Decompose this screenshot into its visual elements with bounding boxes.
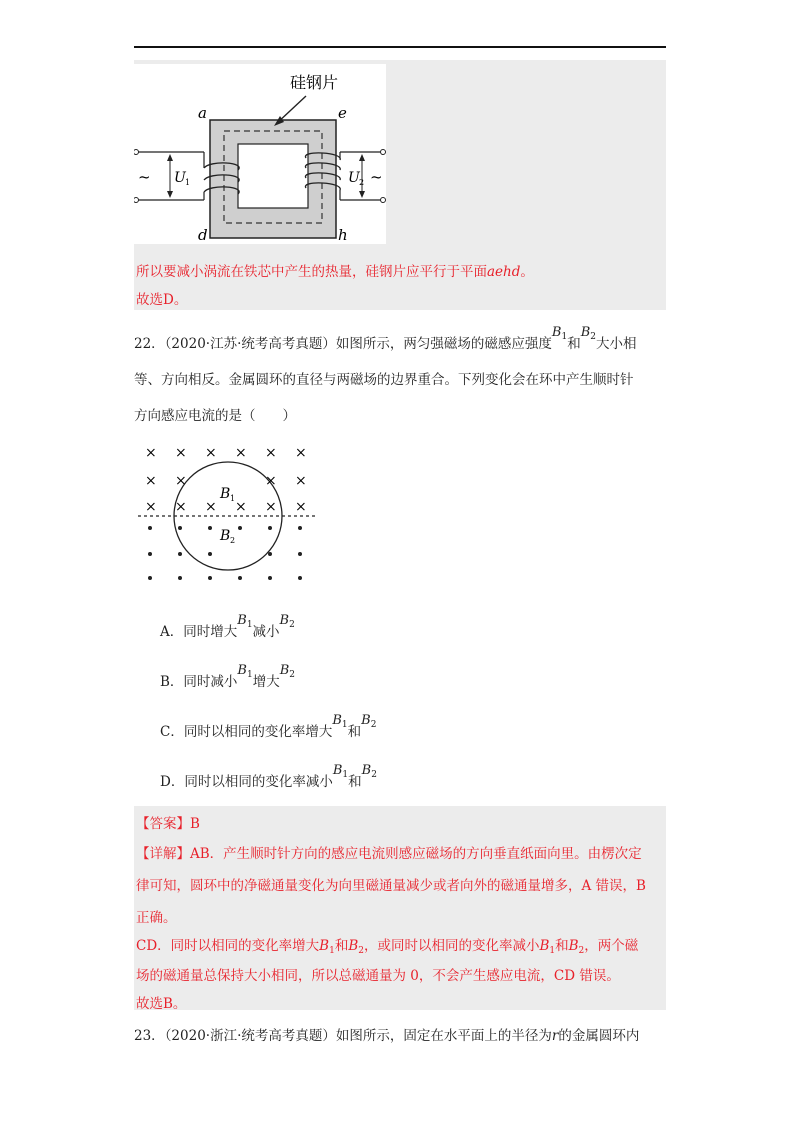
field-into-page-mark: × — [205, 499, 217, 515]
field-out-of-page-mark — [268, 576, 272, 580]
field-into-page-mark: × — [175, 499, 187, 515]
b1-label: B — [220, 486, 231, 502]
option-c[interactable]: C．同时以相同的变化率增大$B_1$和$B_2$ — [160, 713, 377, 740]
b2-subscript: 2 — [230, 536, 236, 545]
field-out-of-page-mark — [208, 526, 212, 530]
field-out-of-page-mark — [298, 552, 302, 556]
field-into-page-mark: × — [235, 445, 247, 461]
field-out-of-page-mark — [268, 552, 272, 556]
field-out-of-page-mark — [298, 526, 302, 530]
option-a[interactable]: A．同时增大$B_1$减小$B_2$ — [160, 613, 295, 640]
option-d[interactable]: D．同时以相同的变化率减小$B_1$和$B_2$ — [160, 763, 377, 790]
u1-label: U — [174, 170, 186, 186]
q23-line1: 23．（2020·浙江·统考高考真题）如图所示，固定在水平面上的半径为r的金属圆环内 — [134, 1028, 640, 1044]
corner-e: e — [338, 104, 347, 122]
field-into-page-mark: × — [295, 473, 307, 489]
detail-line4: CD．同时以相同的变化率增大$B_1$和$B_2$，或同时以相同的变化率减小$B_1$和$B_2$，两个磁 — [136, 938, 639, 956]
field-diagram — [138, 440, 318, 590]
u2-subscript: 2 — [359, 178, 365, 187]
detail-line6: 故选B。 — [136, 996, 187, 1012]
transformer-figure — [134, 64, 386, 244]
field-into-page-mark: × — [145, 499, 157, 515]
header-rule — [134, 46, 666, 48]
field-into-page-mark: × — [265, 473, 277, 489]
corner-h: h — [338, 226, 348, 244]
prev-answer-line2: 故选D。 — [136, 292, 188, 308]
detail-line3: 正确。 — [136, 910, 177, 926]
field-out-of-page-mark — [208, 552, 212, 556]
field-out-of-page-mark — [178, 576, 182, 580]
silicon-steel-label: 硅钢片 — [290, 73, 339, 92]
field-into-page-mark: × — [235, 499, 247, 515]
transformer-diagram — [134, 64, 386, 244]
field-out-of-page-mark — [148, 526, 152, 530]
field-out-of-page-mark — [178, 526, 182, 530]
u2-label: U — [348, 170, 360, 186]
field-into-page-mark: × — [295, 445, 307, 461]
q22-line3: 方向感应电流的是（ ） — [134, 408, 296, 424]
field-into-page-mark: × — [265, 499, 277, 515]
field-out-of-page-mark — [148, 552, 152, 556]
q22-line2: 等、方向相反。金属圆环的直径与两磁场的边界重合。下列变化会在环中产生顺时针 — [134, 372, 634, 388]
b2-label: B — [220, 528, 231, 544]
corner-a: a — [198, 104, 207, 122]
field-out-of-page-mark — [238, 526, 242, 530]
field-out-of-page-mark — [298, 576, 302, 580]
detail-line1: 【详解】AB．产生顺时针方向的感应电流则感应磁场的方向垂直纸面向里。由楞次定 — [136, 846, 642, 862]
answer-label: 【答案】B — [136, 816, 200, 832]
field-out-of-page-mark — [208, 576, 212, 580]
field-into-page-mark: × — [145, 473, 157, 489]
option-b[interactable]: B．同时减小$B_1$增大$B_2$ — [160, 663, 296, 690]
prev-answer-line1: 所以要减小涡流在铁芯中产生的热量，硅钢片应平行于平面aehd。 — [136, 264, 534, 280]
q22-line1: 22．（2020·江苏·统考高考真题）如图所示，两匀强磁场的磁感应强度$B_1$和$B_2$大小相 — [134, 325, 637, 352]
field-into-page-mark: × — [145, 445, 157, 461]
field-out-of-page-mark — [268, 526, 272, 530]
field-out-of-page-mark — [238, 576, 242, 580]
magnetic-field-figure — [138, 440, 318, 590]
output-ac-symbol: ~ — [370, 168, 383, 186]
core-window — [238, 144, 308, 208]
corner-d: d — [198, 226, 208, 244]
field-into-page-mark: × — [265, 445, 277, 461]
field-into-page-mark: × — [175, 445, 187, 461]
input-ac-symbol: ~ — [138, 168, 151, 186]
b1-subscript: 1 — [230, 494, 236, 503]
detail-line2: 律可知，圆环中的净磁通量变化为向里磁通量减少或者向外的磁通量增多，A 错误，B — [136, 878, 646, 894]
field-out-of-page-mark — [178, 552, 182, 556]
field-into-page-mark: × — [295, 499, 307, 515]
u1-subscript: 1 — [185, 178, 191, 187]
field-into-page-mark: × — [175, 473, 187, 489]
field-out-of-page-mark — [148, 576, 152, 580]
detail-line5: 场的磁通量总保持大小相同，所以总磁通量为 0，不会产生感应电流，CD 错误。 — [136, 968, 620, 984]
field-into-page-mark: × — [205, 445, 217, 461]
